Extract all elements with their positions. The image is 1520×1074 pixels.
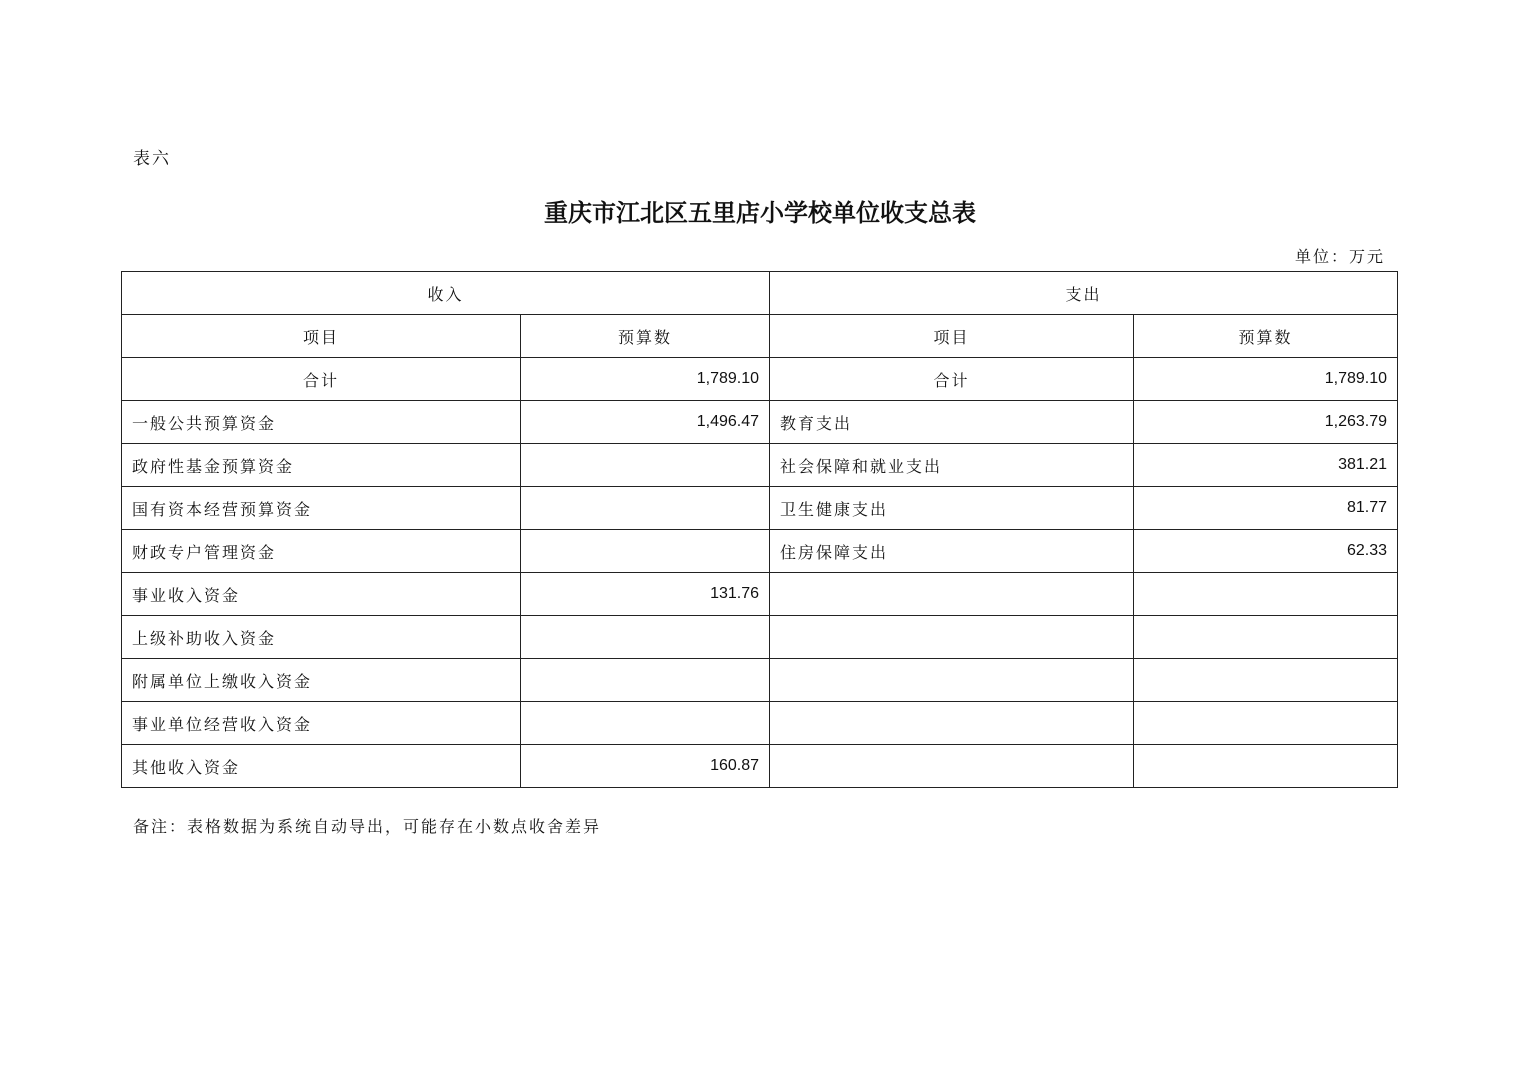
expense-item-cell: 住房保障支出 [770,530,1134,573]
income-item-cell: 政府性基金预算资金 [122,444,521,487]
expense-item-cell [770,659,1134,702]
table-number-label: 表六 [133,149,171,169]
income-section-header: 收入 [122,272,770,315]
table-row [122,487,1398,530]
expense-item-cell [770,616,1134,659]
table-row [122,530,1398,573]
income-value-cell [521,444,770,487]
income-item-cell: 上级补助收入资金 [122,616,521,659]
budget-summary-table [121,271,1398,788]
table-row [122,702,1398,745]
total-row [122,358,1398,401]
income-value-cell [521,530,770,573]
expense-value-cell [1134,745,1398,788]
page-title: 重庆市江北区五里店小学校单位收支总表 [544,198,976,227]
expense-budget-header: 预算数 [1134,315,1398,358]
income-value-cell: 131.76 [521,573,770,616]
expense-item-cell [770,745,1134,788]
expense-value-cell: 1,263.79 [1134,401,1398,444]
income-value-cell [521,616,770,659]
table-row [122,401,1398,444]
footnote: 备注：表格数据为系统自动导出，可能存在小数点收舍差异 [133,817,602,836]
income-item-cell: 国有资本经营预算资金 [122,487,521,530]
expense-item-cell [770,702,1134,745]
income-item-cell: 财政专户管理资金 [122,530,521,573]
expense-item-cell: 教育支出 [770,401,1134,444]
income-item-header: 项目 [122,315,521,358]
income-item-cell: 事业单位经营收入资金 [122,702,521,745]
table-row [122,745,1398,788]
income-total-label: 合计 [122,358,521,401]
table-row [122,616,1398,659]
expense-item-cell [770,573,1134,616]
income-item-cell: 其他收入资金 [122,745,521,788]
expense-item-cell: 卫生健康支出 [770,487,1134,530]
income-total-value: 1,789.10 [521,358,770,401]
income-value-cell: 1,496.47 [521,401,770,444]
section-header-row [122,272,1398,315]
unit-label: 单位：万元 [1294,247,1385,266]
income-item-cell: 事业收入资金 [122,573,521,616]
expense-value-cell: 381.21 [1134,444,1398,487]
expense-item-header: 项目 [770,315,1134,358]
expense-value-cell [1134,702,1398,745]
expense-value-cell: 62.33 [1134,530,1398,573]
expense-item-cell: 社会保障和就业支出 [770,444,1134,487]
expense-value-cell: 81.77 [1134,487,1398,530]
table-row [122,444,1398,487]
income-item-cell: 一般公共预算资金 [122,401,521,444]
expense-value-cell [1134,616,1398,659]
expense-value-cell [1134,573,1398,616]
expense-value-cell [1134,659,1398,702]
table-row [122,659,1398,702]
table-row [122,573,1398,616]
expenditure-section-header: 支出 [770,272,1398,315]
income-value-cell [521,702,770,745]
income-value-cell [521,659,770,702]
column-header-row [122,315,1398,358]
income-item-cell: 附属单位上缴收入资金 [122,659,521,702]
income-value-cell: 160.87 [521,745,770,788]
expense-total-label: 合计 [770,358,1134,401]
income-budget-header: 预算数 [521,315,770,358]
income-value-cell [521,487,770,530]
expense-total-value: 1,789.10 [1134,358,1398,401]
